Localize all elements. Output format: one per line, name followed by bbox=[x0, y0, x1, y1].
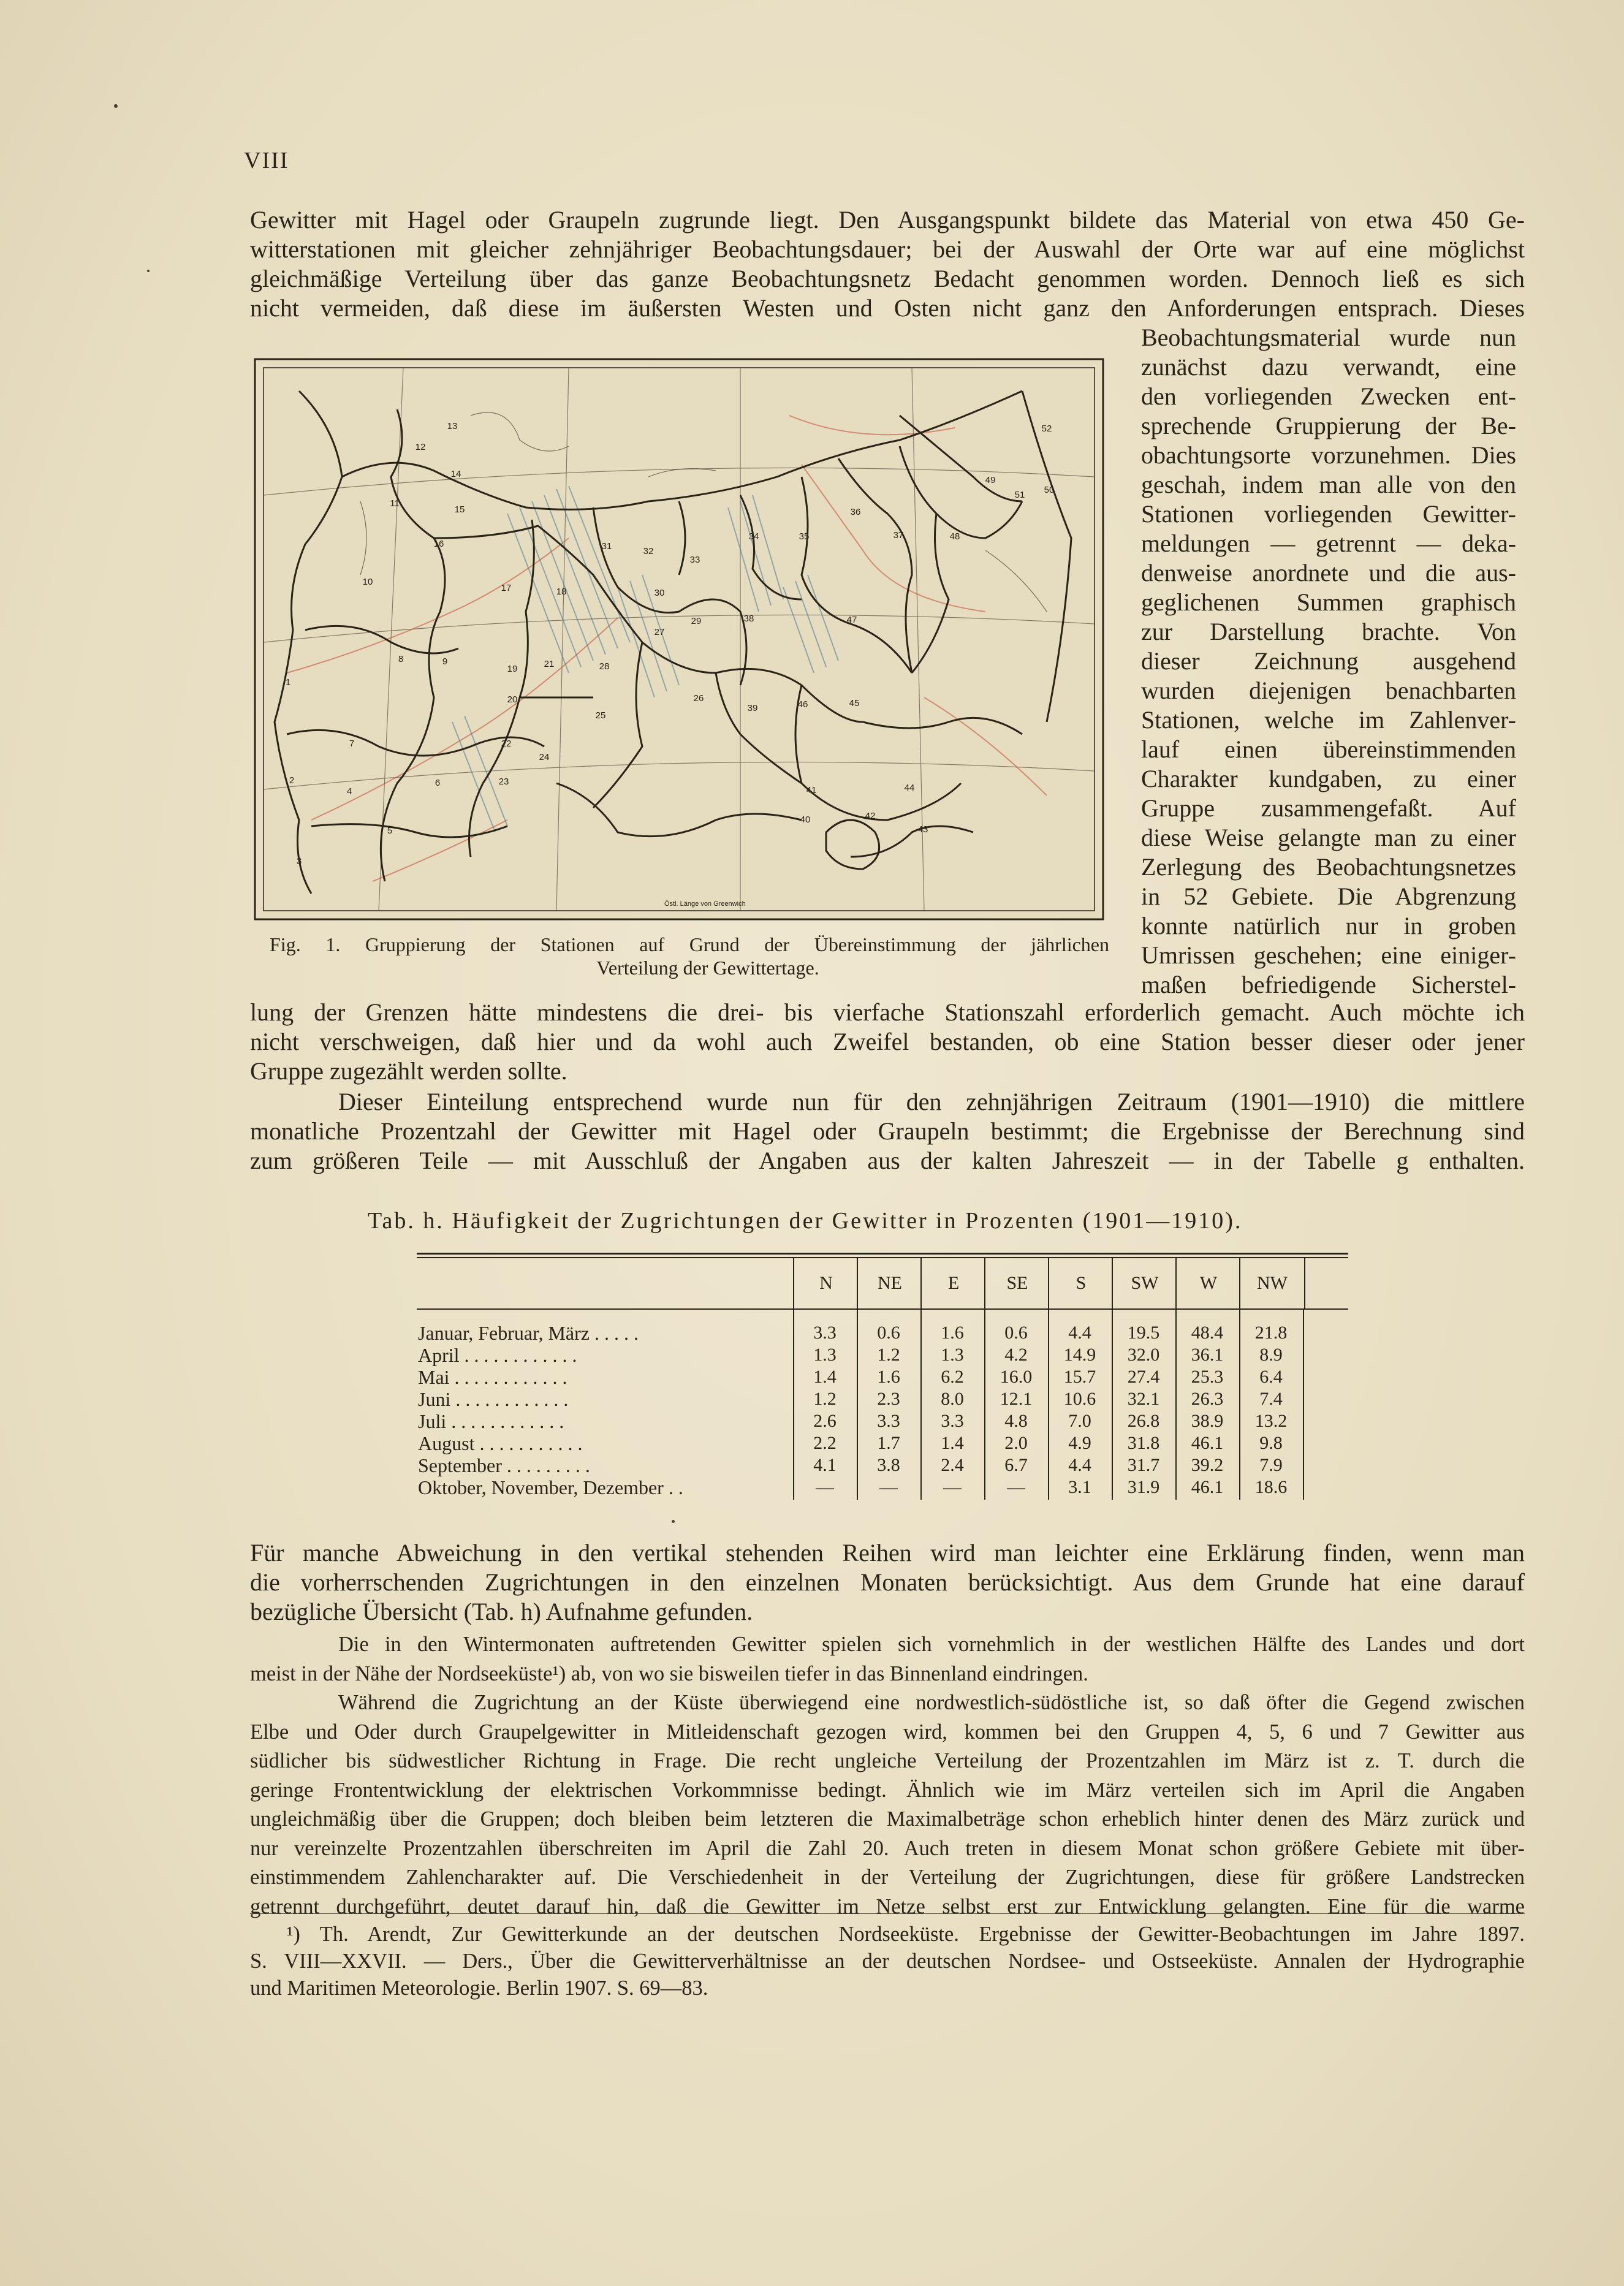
table-row bbox=[417, 1476, 1348, 1498]
caption-line: Verteilung der Gewittertage. bbox=[596, 957, 819, 979]
map-region-label: 47 bbox=[846, 615, 857, 625]
text-line: geringe Frontentwicklung der elektrischen Vorkommnisse bedingt. Ähnlich wie im März verteilen sich im April die Angaben bbox=[250, 1778, 1525, 1802]
text-line: monatliche Prozentzahl der Gewitter mit Hagel oder Graupeln bestimmt; die Ergebnisse der Berechnung sind bbox=[250, 1117, 1525, 1145]
table-row bbox=[417, 1454, 1348, 1476]
table-cell: 8.0 bbox=[941, 1389, 964, 1409]
map-region-label: 41 bbox=[806, 785, 817, 796]
map-region-label: 52 bbox=[1041, 423, 1052, 434]
map-region-label: 3 bbox=[296, 856, 302, 867]
footnote-line: S. VIII—XXVII. — Ders., Über die Gewitterverhältnisse an der deutschen Nordsee- und Ostseeküste. Annalen der Hydrographie bbox=[250, 1950, 1525, 1973]
map-region-label: 51 bbox=[1014, 490, 1025, 500]
map-region-label: 44 bbox=[904, 783, 915, 793]
map-region-label: 46 bbox=[797, 699, 808, 710]
table-cell: 36.1 bbox=[1191, 1345, 1224, 1365]
text-line: in 52 Gebiete. Die Abgrenzung bbox=[1141, 883, 1516, 910]
text-line: Für manche Abweichung in den vertikal stehenden Reihen wird man leichter eine Erklärung finden, wenn man bbox=[250, 1539, 1525, 1566]
row-label: Januar, Februar, März . . . . . bbox=[418, 1322, 639, 1344]
text-line: ungleichmäßig über die Gruppen; doch bleiben beim letzteren die Maximalbeträge schon erheblich hinter denen des März zurück und bbox=[250, 1807, 1525, 1831]
map-footer: Östl. Länge von Greenwich bbox=[664, 900, 746, 908]
map-region-label: 30 bbox=[654, 588, 665, 598]
table-cell: 1.7 bbox=[877, 1433, 900, 1453]
map-region-label: 28 bbox=[599, 661, 610, 672]
text-line: wurden diejenigen benachbarten bbox=[1141, 677, 1516, 704]
text-line: sprechende Gruppierung der Be- bbox=[1141, 412, 1516, 439]
map-region-label: 2 bbox=[289, 775, 295, 786]
text-line: meist in der Nähe der Nordseeküste¹) ab, von wo sie bisweilen tiefer in das Binnenland eindringen. bbox=[250, 1661, 1088, 1685]
table-cell: 6.4 bbox=[1259, 1367, 1283, 1387]
map-region-label: 35 bbox=[799, 531, 810, 542]
table-cell: 1.4 bbox=[813, 1367, 837, 1387]
table-cell: 26.8 bbox=[1127, 1411, 1160, 1431]
text-line: witterstationen mit gleicher zehnjähriger Beobachtungsdauer; bei der Auswahl der Orte war auf eine möglichst bbox=[250, 235, 1525, 263]
map-region-label: 7 bbox=[349, 739, 355, 749]
text-line: den vorliegenden Zwecken ent- bbox=[1141, 382, 1516, 410]
map-region-label: 16 bbox=[433, 539, 444, 549]
table-cell: — bbox=[943, 1477, 962, 1497]
table-cell: 7.9 bbox=[1259, 1455, 1283, 1475]
paragraph-2 bbox=[250, 1087, 1525, 1175]
col-header: SE bbox=[984, 1258, 1049, 1308]
table-cell: 4.8 bbox=[1004, 1411, 1028, 1431]
table-top-rule bbox=[417, 1253, 1348, 1258]
table-cell: 1.6 bbox=[877, 1367, 900, 1387]
text-line: bezügliche Übersicht (Tab. h) Aufnahme gefunden. bbox=[250, 1598, 753, 1625]
text-line: nicht vermeiden, daß diese im äußersten Westen und Osten nicht ganz den Anforderungen entsprach. Dieses bbox=[250, 294, 1525, 322]
map-region-label: 21 bbox=[544, 659, 555, 669]
table-cell: 0.6 bbox=[877, 1323, 900, 1343]
text-line: gleichmäßige Verteilung über das ganze Beobachtungsnetz Bedacht genommen worden. Dennoch ließ es sich bbox=[250, 265, 1525, 292]
table-cell: 2.6 bbox=[813, 1411, 837, 1431]
footnote bbox=[250, 1921, 1525, 2002]
table-cell: — bbox=[1007, 1477, 1025, 1497]
table-cell: 1.2 bbox=[877, 1345, 900, 1365]
map-region-label: 45 bbox=[849, 698, 860, 708]
table-cell: 46.1 bbox=[1191, 1477, 1224, 1497]
table-cell: 14.9 bbox=[1063, 1345, 1096, 1365]
table-cell: 48.4 bbox=[1191, 1323, 1224, 1343]
table-cell: 4.4 bbox=[1068, 1323, 1091, 1343]
table-cell: 15.7 bbox=[1063, 1367, 1096, 1387]
table-cell: 1.4 bbox=[941, 1433, 964, 1453]
table-cell: 2.0 bbox=[1004, 1433, 1028, 1453]
text-line: denweise anordnete und die aus- bbox=[1141, 559, 1516, 587]
paragraph-3 bbox=[250, 1538, 1525, 1627]
map-region-label: 50 bbox=[1044, 485, 1055, 495]
table-row bbox=[417, 1410, 1348, 1432]
table-cell: 3.3 bbox=[813, 1323, 837, 1343]
table-cell: 12.1 bbox=[1000, 1389, 1033, 1409]
speck bbox=[147, 270, 150, 272]
table-cell: 3.1 bbox=[1068, 1477, 1091, 1497]
table-row bbox=[417, 1344, 1348, 1366]
map-region-label: 22 bbox=[501, 739, 512, 749]
map-region-label: 6 bbox=[434, 778, 441, 788]
text-line: Stationen vorliegenden Gewitter- bbox=[1141, 500, 1516, 528]
footnote-line: und Maritimen Meteorologie. Berlin 1907. S. 69—83. bbox=[250, 1977, 708, 2000]
map-region-label: 29 bbox=[691, 616, 702, 626]
text-line: dieser Zeichnung ausgehend bbox=[1141, 647, 1516, 675]
table-cell: 2.2 bbox=[813, 1433, 837, 1453]
text-line: zur Darstellung brachte. Von bbox=[1141, 618, 1516, 645]
table-cell: 1.2 bbox=[813, 1389, 837, 1409]
speck bbox=[114, 104, 118, 108]
map-region-label: 8 bbox=[398, 654, 404, 664]
footnote-line: ¹) Th. Arendt, Zur Gewitterkunde an der deutschen Nordseeküste. Ergebnisse der Gewitter-Beobachtungen im Jahre 1897. bbox=[287, 1923, 1525, 1946]
text-line: getrennt durchgeführt, deutet darauf hin, daß die Gewitter im Netze selbst erst zur Entwicklung gelangten. Eine für die warme bbox=[250, 1894, 1525, 1918]
table-cell: 27.4 bbox=[1127, 1367, 1160, 1387]
table-body bbox=[417, 1310, 1348, 1500]
col-header: W bbox=[1175, 1258, 1240, 1308]
map-region-label: 37 bbox=[893, 530, 904, 541]
map-region-label: 43 bbox=[917, 824, 928, 835]
table-cell: 13.2 bbox=[1254, 1411, 1288, 1431]
table-cell: 16.0 bbox=[1000, 1367, 1033, 1387]
text-line: Charakter kundgaben, zu einer bbox=[1141, 765, 1516, 792]
table-cell: 21.8 bbox=[1254, 1323, 1288, 1343]
table-cell: 1.3 bbox=[813, 1345, 837, 1365]
map-region-label: 18 bbox=[556, 587, 567, 597]
small-print-paragraph bbox=[250, 1630, 1525, 1921]
text-line: Zerlegung des Beobachtungsnetzes bbox=[1141, 853, 1516, 881]
text-line: konnte natürlich nur in groben bbox=[1141, 912, 1516, 940]
group-map bbox=[250, 354, 1108, 924]
row-label: August . . . . . . . . . . . bbox=[418, 1432, 583, 1454]
text-line: Während die Zugrichtung an der Küste überwiegend eine nordwestlich-südöstliche ist, so daß öfter die Gegend zwischen bbox=[338, 1691, 1525, 1714]
text-line: maßen befriedigende Sicherstel- bbox=[1141, 971, 1516, 998]
text-line: nicht verschweigen, daß hier und da wohl auch Zweifel bestanden, ob eine Station besser dieser oder jener bbox=[250, 1028, 1525, 1055]
text-line: Gewitter mit Hagel oder Graupeln zugrunde liegt. Den Ausgangspunkt bildete das Material von etwa 450 Ge- bbox=[250, 206, 1525, 234]
map-region-label: 39 bbox=[747, 703, 758, 713]
map-figure bbox=[250, 354, 1108, 924]
text-line: lung der Grenzen hätte mindestens die drei- bis vierfache Stationszahl erforderlich gemacht. Auch möchte ich bbox=[250, 998, 1525, 1026]
col-header: S bbox=[1048, 1258, 1113, 1308]
text-line: einstimmendem Zahlencharakter auf. Die Verschiedenheit in der Verteilung der Zugrichtungen, diese für größere Landstrecken bbox=[250, 1866, 1525, 1889]
table-cell: 4.9 bbox=[1068, 1433, 1091, 1453]
map-region-label: 20 bbox=[507, 694, 518, 705]
table-title: Tab. h. Häufigkeit der Zugrichtungen der Gewitter in Prozenten (1901—1910). bbox=[368, 1208, 1243, 1234]
table-cell: 3.8 bbox=[877, 1455, 900, 1475]
map-region-label: 38 bbox=[743, 613, 754, 624]
table-cell: 6.7 bbox=[1004, 1455, 1028, 1475]
table-cell: 26.3 bbox=[1191, 1389, 1224, 1409]
map-region-label: 1 bbox=[285, 677, 291, 688]
table-cell: 4.2 bbox=[1004, 1345, 1028, 1365]
col-header: SW bbox=[1112, 1258, 1177, 1308]
map-region-label: 12 bbox=[415, 442, 426, 452]
table-cell: 31.9 bbox=[1127, 1477, 1160, 1497]
map-region-label: 24 bbox=[539, 752, 550, 762]
table-cell: 8.9 bbox=[1259, 1345, 1283, 1365]
map-region-label: 49 bbox=[985, 475, 996, 485]
text-line: Gruppe zugezählt werden sollte. bbox=[250, 1057, 567, 1085]
table-cell: — bbox=[879, 1477, 898, 1497]
page-number: VIII bbox=[244, 148, 289, 173]
table-cell: 9.8 bbox=[1259, 1433, 1283, 1453]
footnote-rule bbox=[250, 1913, 1525, 1914]
table-cell: 31.7 bbox=[1127, 1455, 1160, 1475]
table-cell: 3.3 bbox=[877, 1411, 900, 1431]
table-cell: 38.9 bbox=[1191, 1411, 1224, 1431]
table-row bbox=[417, 1432, 1348, 1454]
map-region-label: 11 bbox=[390, 498, 400, 509]
table-cell: 32.1 bbox=[1127, 1389, 1160, 1409]
row-label: September . . . . . . . . . bbox=[418, 1454, 590, 1476]
table-cell: 4.1 bbox=[813, 1455, 837, 1475]
map-region-label: 32 bbox=[643, 546, 654, 556]
table-cell: 32.0 bbox=[1127, 1345, 1160, 1365]
col-header: NE bbox=[857, 1258, 922, 1308]
map-region-label: 9 bbox=[442, 656, 448, 667]
table-row bbox=[417, 1322, 1348, 1344]
text-line: Dieser Einteilung entsprechend wurde nun für den zehnjährigen Zeitraum (1901—1910) die mittlere bbox=[338, 1088, 1525, 1115]
text-line: südlicher bis südwestlicher Richtung in Frage. Die recht ungleiche Verteilung der Prozentzahlen im März ist z. T. durch die bbox=[250, 1749, 1525, 1772]
col-header: E bbox=[920, 1258, 985, 1308]
map-region-label: 13 bbox=[447, 421, 458, 431]
table-row bbox=[417, 1388, 1348, 1410]
table-cell: 2.3 bbox=[877, 1389, 900, 1409]
table-cell: 18.6 bbox=[1254, 1477, 1288, 1497]
text-line: Stationen, welche im Zahlenver- bbox=[1141, 706, 1516, 734]
table-cell: 0.6 bbox=[1004, 1323, 1028, 1343]
map-region-label: 48 bbox=[949, 531, 960, 542]
map-region-label: 34 bbox=[748, 531, 759, 542]
caption-line: Fig. 1. Gruppierung der Stationen auf Grund der Übereinstimmung der jährlichen bbox=[270, 933, 1109, 955]
map-region-label: 40 bbox=[800, 815, 811, 825]
text-line: Die in den Wintermonaten auftretenden Gewitter spielen sich vornehmlich in der westlichen Hälfte des Landes und dort bbox=[338, 1633, 1525, 1656]
text-line: Beobachtungsmaterial wurde nun bbox=[1141, 324, 1516, 351]
map-region-label: 27 bbox=[654, 627, 665, 637]
map-region-label: 26 bbox=[693, 693, 704, 704]
text-line: geglichenen Summen graphisch bbox=[1141, 588, 1516, 616]
row-label: Juni . . . . . . . . . . . . bbox=[418, 1388, 569, 1410]
text-line: Elbe und Oder durch Graupelgewitter in Mitleidenschaft gezogen wird, kommen bei den Gruppen 4, 5, 6 und 7 Gewitter aus bbox=[250, 1720, 1525, 1744]
text-line: diese Weise gelangte man zu einer bbox=[1141, 824, 1516, 851]
text-line: obachtungsorte vorzunehmen. Dies bbox=[1141, 441, 1516, 469]
table-cell: 1.3 bbox=[941, 1345, 964, 1365]
map-region-label: 33 bbox=[689, 555, 700, 565]
map-region-label: 4 bbox=[346, 786, 352, 797]
direction-table bbox=[417, 1253, 1348, 1500]
text-line: nur vereinzelte Prozentzahlen überschreiten im April die Zahl 20. Auch treten in diesem Monat schon größere Gebiete mit über- bbox=[250, 1836, 1525, 1860]
row-label: April . . . . . . . . . . . . bbox=[418, 1344, 577, 1366]
map-region-label: 25 bbox=[595, 710, 606, 721]
table-cell: 19.5 bbox=[1127, 1323, 1160, 1343]
table-cell: 46.1 bbox=[1191, 1433, 1224, 1453]
row-label: Mai . . . . . . . . . . . . bbox=[418, 1366, 567, 1388]
table-cell: 39.2 bbox=[1191, 1455, 1224, 1475]
text-line: geschah, indem man alle von den bbox=[1141, 471, 1516, 498]
table-cell: 1.6 bbox=[941, 1323, 964, 1343]
table-cell: 10.6 bbox=[1063, 1389, 1096, 1409]
table-cell: 7.4 bbox=[1259, 1389, 1283, 1409]
map-region-label: 17 bbox=[501, 583, 512, 593]
text-line: zunächst dazu verwandt, eine bbox=[1141, 353, 1516, 381]
table-cell: 25.3 bbox=[1191, 1367, 1224, 1387]
text-line: zum größeren Teile — mit Ausschluß der Angaben aus der kalten Jahreszeit — in der Tabelle g enthalten. bbox=[250, 1147, 1525, 1174]
table-cell: 2.4 bbox=[941, 1455, 964, 1475]
table-cell: 4.4 bbox=[1068, 1455, 1091, 1475]
continuation-paragraph bbox=[250, 998, 1525, 1086]
map-region-label: 31 bbox=[601, 541, 612, 552]
speck bbox=[672, 1520, 675, 1523]
text-line: meldungen — getrennt — deka- bbox=[1141, 530, 1516, 557]
col-header: N bbox=[793, 1258, 858, 1308]
side-column-text bbox=[1141, 323, 1516, 1000]
row-label: Oktober, November, Dezember . . bbox=[418, 1476, 683, 1498]
table-cell: 6.2 bbox=[941, 1367, 964, 1387]
figure-caption bbox=[270, 933, 1109, 979]
table-cell: 3.3 bbox=[941, 1411, 964, 1431]
row-label: Juli . . . . . . . . . . . . bbox=[418, 1410, 564, 1432]
table-cell: 7.0 bbox=[1068, 1411, 1091, 1431]
text-line: lauf einen übereinstimmenden bbox=[1141, 735, 1516, 763]
table-cell: — bbox=[816, 1477, 834, 1497]
intro-paragraph bbox=[250, 205, 1525, 323]
table-header bbox=[417, 1258, 1348, 1310]
text-line: Gruppe zusammengefaßt. Auf bbox=[1141, 794, 1516, 822]
text-line: die vorherrschenden Zugrichtungen in den einzelnen Monaten berücksichtigt. Aus dem Grunde hat eine darauf bbox=[250, 1568, 1525, 1596]
map-region-label: 42 bbox=[865, 811, 876, 821]
text-line: Umrissen geschehen; eine einiger- bbox=[1141, 941, 1516, 969]
col-header: NW bbox=[1239, 1258, 1305, 1308]
map-region-label: 19 bbox=[507, 664, 518, 674]
map-region-label: 14 bbox=[450, 469, 461, 479]
map-region-label: 5 bbox=[387, 826, 393, 836]
map-region-label: 15 bbox=[454, 504, 465, 515]
table-cell: 31.8 bbox=[1127, 1433, 1160, 1453]
map-region-label: 23 bbox=[498, 777, 509, 787]
table-row bbox=[417, 1366, 1348, 1388]
map-region-label: 36 bbox=[850, 507, 861, 517]
map-region-label: 10 bbox=[362, 577, 373, 587]
